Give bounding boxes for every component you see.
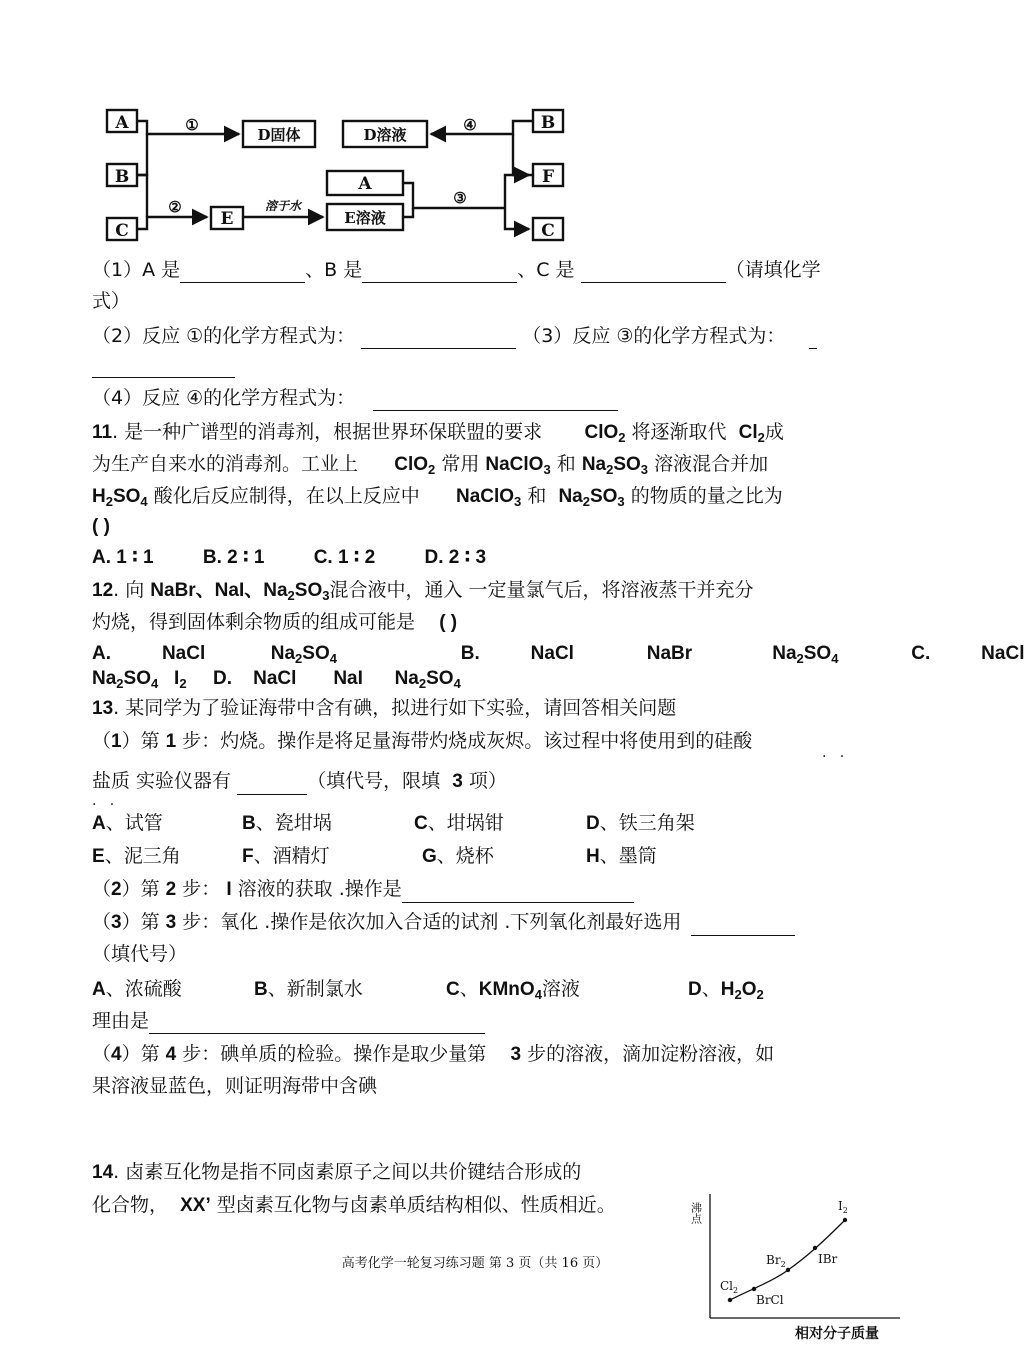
formula-na2so3: $Na_2SO_3$ — [558, 486, 625, 509]
q12-line2 — [92, 609, 457, 636]
q11-text: 将逐渐取代 — [631, 421, 727, 443]
q11-text: . 是一种广谱型的消毒剂，根据世界环保联盟的要求 — [112, 421, 543, 443]
answer-blank-oxidant[interactable] — [691, 915, 795, 936]
option-b[interactable]: B、瓷坩埚 — [242, 812, 332, 834]
q11-line1 — [92, 419, 784, 446]
q13-text: ）第 — [121, 730, 160, 752]
q10-c-label: 、C 是 — [517, 259, 575, 281]
formula-na2so3: $Na_2SO_3$ — [581, 454, 649, 477]
q14-line1 — [92, 1159, 581, 1186]
q13-number: 13 — [92, 698, 114, 719]
q13-text: 步： — [182, 878, 221, 900]
q10-line1 — [92, 257, 821, 283]
point-cl2 — [728, 1298, 732, 1302]
q12-text: . 向 — [113, 579, 145, 601]
label-brcl: BrCl — [756, 1293, 784, 1307]
reaction-diagram — [95, 100, 585, 250]
q13-text: 步：氧化 .操作是依次加入合适的试剂 .下列氧化剂最好选用 — [182, 911, 682, 933]
q13-step1b — [92, 768, 507, 795]
q10-a-label: （1）A 是 — [92, 259, 181, 281]
answer-blank-b[interactable] — [362, 262, 517, 283]
reaction-4-label: ④ — [463, 116, 477, 134]
q13-line1 — [92, 695, 676, 722]
q10-line2b — [92, 352, 235, 378]
q13-text: 溶液的获取 .操作是 — [237, 878, 402, 900]
q11-line3 — [92, 483, 783, 510]
q12-line1 — [92, 577, 754, 604]
q11-text: 和 — [556, 453, 576, 475]
label-ibr: IBr — [818, 1252, 838, 1266]
q13-step1 — [92, 728, 752, 755]
option-b[interactable]: B. 2 ∶ 1 — [202, 547, 265, 568]
option-f[interactable]: F、酒精灯 — [242, 845, 330, 867]
q10-3-label: （3）反应 ③的化学方程式为： — [522, 325, 786, 347]
option-h[interactable]: H、墨筒 — [586, 845, 657, 867]
node-e-solution: E溶液 — [344, 209, 386, 227]
q14-number: 14 — [92, 1162, 114, 1183]
answer-blank-step2[interactable] — [402, 882, 634, 903]
q12-text: 灼烧，得到固体剩余物质的组成可能是 — [92, 611, 416, 633]
node-b: B — [114, 167, 130, 187]
option-a[interactable]: A. — [92, 643, 111, 664]
answer-blank-eq4[interactable] — [373, 390, 618, 411]
label-i2: $I_2$ — [838, 1199, 848, 1215]
option-c[interactable]: C、坩埚钳 — [414, 812, 504, 834]
page-footer: 高考化学一轮复习练习题 第 3 页（共 16 页） — [341, 1256, 609, 1271]
q14-text: 化合物， — [92, 1194, 169, 1216]
q11-text: 和 — [527, 485, 547, 507]
q10-b-label: 、B 是 — [305, 259, 363, 281]
option-c[interactable]: C. 1 ∶ 2 — [313, 547, 376, 568]
x-axis-label: 相对分子质量 — [795, 1326, 879, 1342]
q10-formula-note: （请填化学 — [725, 259, 821, 281]
q13-options-row2 — [92, 843, 657, 870]
q11-options — [92, 545, 486, 571]
node-c: C — [115, 221, 129, 241]
answer-blank-c[interactable] — [581, 262, 726, 283]
q13-options-row1 — [92, 810, 695, 837]
emphasis-dots: · · — [92, 797, 115, 813]
reaction-1-label: ① — [185, 116, 199, 134]
node-d-solution: D溶液 — [363, 126, 407, 144]
q13-step3-note: （填代号） — [92, 943, 188, 965]
q12-answer-paren[interactable]: ( ) — [439, 612, 458, 633]
q13-text: . 某同学为了验证海带中含有碘，拟进行如下实验，请回答相关问题 — [113, 697, 677, 719]
q13-step3: （3）第 3 步：氧化 .操作是依次加入合适的试剂 .下列氧化剂最好选用 — [92, 909, 795, 936]
q10-line4 — [92, 385, 618, 411]
q13-step2: （2）第 2 步： I 溶液的获取 .操作是 — [92, 876, 634, 903]
option-b[interactable]: B、新制氯水 — [254, 978, 363, 1000]
q13-item-count: 3 — [452, 771, 463, 792]
q13-text: 理由是 — [92, 1010, 150, 1032]
q11-text: 溶液混合并加 — [654, 453, 769, 475]
q13-step-number: 1 — [165, 731, 177, 752]
q14-text: . 卤素互化物是指不同卤素原子之间以共价键结合形成的 — [113, 1161, 582, 1183]
node-a2: A — [358, 174, 372, 194]
q13-reason — [92, 1008, 485, 1034]
formula-cl2: $Cl_2$ — [738, 422, 765, 445]
q13-text: 步：灼烧。操作是将足量海带灼烧成灰烬。该过程中将使用到的硅酸 — [182, 730, 753, 752]
q13-oxidant-options — [92, 976, 764, 1003]
q11-text: 成 — [764, 421, 784, 443]
answer-blank-instruments[interactable] — [237, 774, 307, 795]
node-f: F — [541, 167, 555, 187]
q13-text: 步的溶液，滴加淀粉溶液，如 — [527, 1043, 775, 1065]
answer-blank-eq3[interactable] — [809, 328, 817, 349]
node-e: E — [220, 209, 234, 229]
option-g[interactable]: G、烧杯 — [422, 845, 494, 867]
point-ibr — [813, 1246, 817, 1250]
q12-options-line2: $Na_2SO_4$ $I_2$ D. NaCl NaI $Na_2SO_4$ — [92, 668, 461, 691]
q11-line2 — [92, 451, 768, 478]
q12-options-line1: A. NaCl $Na_2SO_4$ B. NaCl NaBr $Na_2SO_4$ C. NaCl — [92, 643, 1024, 666]
node-b2: B — [540, 113, 556, 133]
q10-2-label: （2）反应 ①的化学方程式为： — [92, 325, 356, 347]
option-d[interactable]: D、$H_2O_2$ — [688, 978, 764, 1002]
q13-step4-end: 果溶液显蓝色，则证明海带中含碘 — [92, 1075, 378, 1097]
formula-naclo3: NaClO$_3$ — [455, 486, 522, 509]
option-c[interactable]: C、KMnO$_4$溶液 — [446, 978, 580, 1002]
answer-blank-eq1[interactable] — [361, 328, 516, 349]
formula-clo2: ClO$_2$ — [584, 422, 626, 445]
q13-text: 步：碘单质的检验。操作是取少量第 — [182, 1043, 487, 1065]
formula-xx: XX’ — [180, 1195, 211, 1216]
q13-text: （填代号，限填 — [307, 770, 441, 792]
dissolve-label: 溶于水 — [264, 199, 302, 213]
answer-blank-reason[interactable] — [149, 1013, 485, 1034]
q11-answer-paren[interactable]: ( ) — [92, 516, 110, 537]
answer-blank-eq3-cont[interactable] — [92, 357, 235, 378]
formula-clo2: ClO$_2$ — [394, 454, 436, 477]
option-c[interactable]: C. — [911, 643, 931, 664]
option-a[interactable]: A、浓硫酸 — [92, 978, 182, 1000]
q10-formula-note-end: 式） — [92, 290, 131, 312]
node-a: A — [115, 113, 129, 133]
point-brcl — [752, 1287, 756, 1291]
node-d-solid: D固体 — [257, 126, 301, 144]
q10-line2 — [92, 323, 817, 349]
option-d[interactable]: D、铁三角架 — [586, 812, 695, 834]
q12-text: 混合液中，通入 一定量氯气后，将溶液蒸干并充分 — [329, 579, 754, 601]
formula-mixture: NaBr、NaI、$Na_2SO_3$ — [150, 580, 330, 603]
label-br2: $Br_2$ — [766, 1253, 786, 1269]
option-a[interactable]: A、试管 — [92, 812, 163, 834]
q10-4-label: （4）反应 ④的化学方程式为： — [92, 387, 356, 409]
point-i2 — [843, 1218, 847, 1222]
q11-number: 11 — [92, 422, 113, 443]
option-b[interactable]: B. — [460, 643, 480, 664]
label-cl2: $Cl_2$ — [720, 1279, 739, 1295]
formula-naclo3: NaClO$_3$ — [485, 454, 551, 477]
formula-h2so4: $H_2SO_4$ — [92, 486, 148, 509]
y-axis-label: 沸点 — [689, 1202, 703, 1224]
option-d[interactable]: D. — [212, 668, 232, 689]
q13-text: （ — [92, 730, 112, 752]
q12-number: 12 — [92, 580, 114, 601]
reaction-2-label: ② — [168, 198, 182, 216]
q13-part-number: 1 — [111, 731, 122, 752]
q14-line2 — [92, 1192, 616, 1219]
q14-text: 型卤素互化物与卤素单质结构相似、性质相近。 — [216, 1194, 616, 1216]
option-d[interactable]: D. 2 ∶ 3 — [424, 547, 487, 568]
answer-blank-a[interactable] — [180, 262, 305, 283]
option-e[interactable]: E、泥三角 — [92, 845, 181, 867]
q11-text: 常用 — [441, 453, 480, 475]
q13-step4: （4）第 4 步：碘单质的检验。操作是取少量第 3 步的溶液，滴加淀粉溶液，如 — [92, 1043, 775, 1065]
q13-text: 项） — [468, 770, 507, 792]
q11-text: 的物质的量之比为 — [630, 485, 783, 507]
q11-text: 为生产自来水的消毒剂。工业上 — [92, 453, 359, 475]
q13-text: 盐质 实验仪器有 — [92, 770, 232, 792]
q11-text: 酸化后反应制得，在以上反应中 — [153, 485, 420, 507]
option-a[interactable]: A. 1 ∶ 1 — [92, 547, 154, 568]
reaction-3-label: ③ — [453, 189, 467, 207]
node-c2: C — [541, 221, 555, 241]
emphasis-dots: · · — [822, 749, 845, 765]
